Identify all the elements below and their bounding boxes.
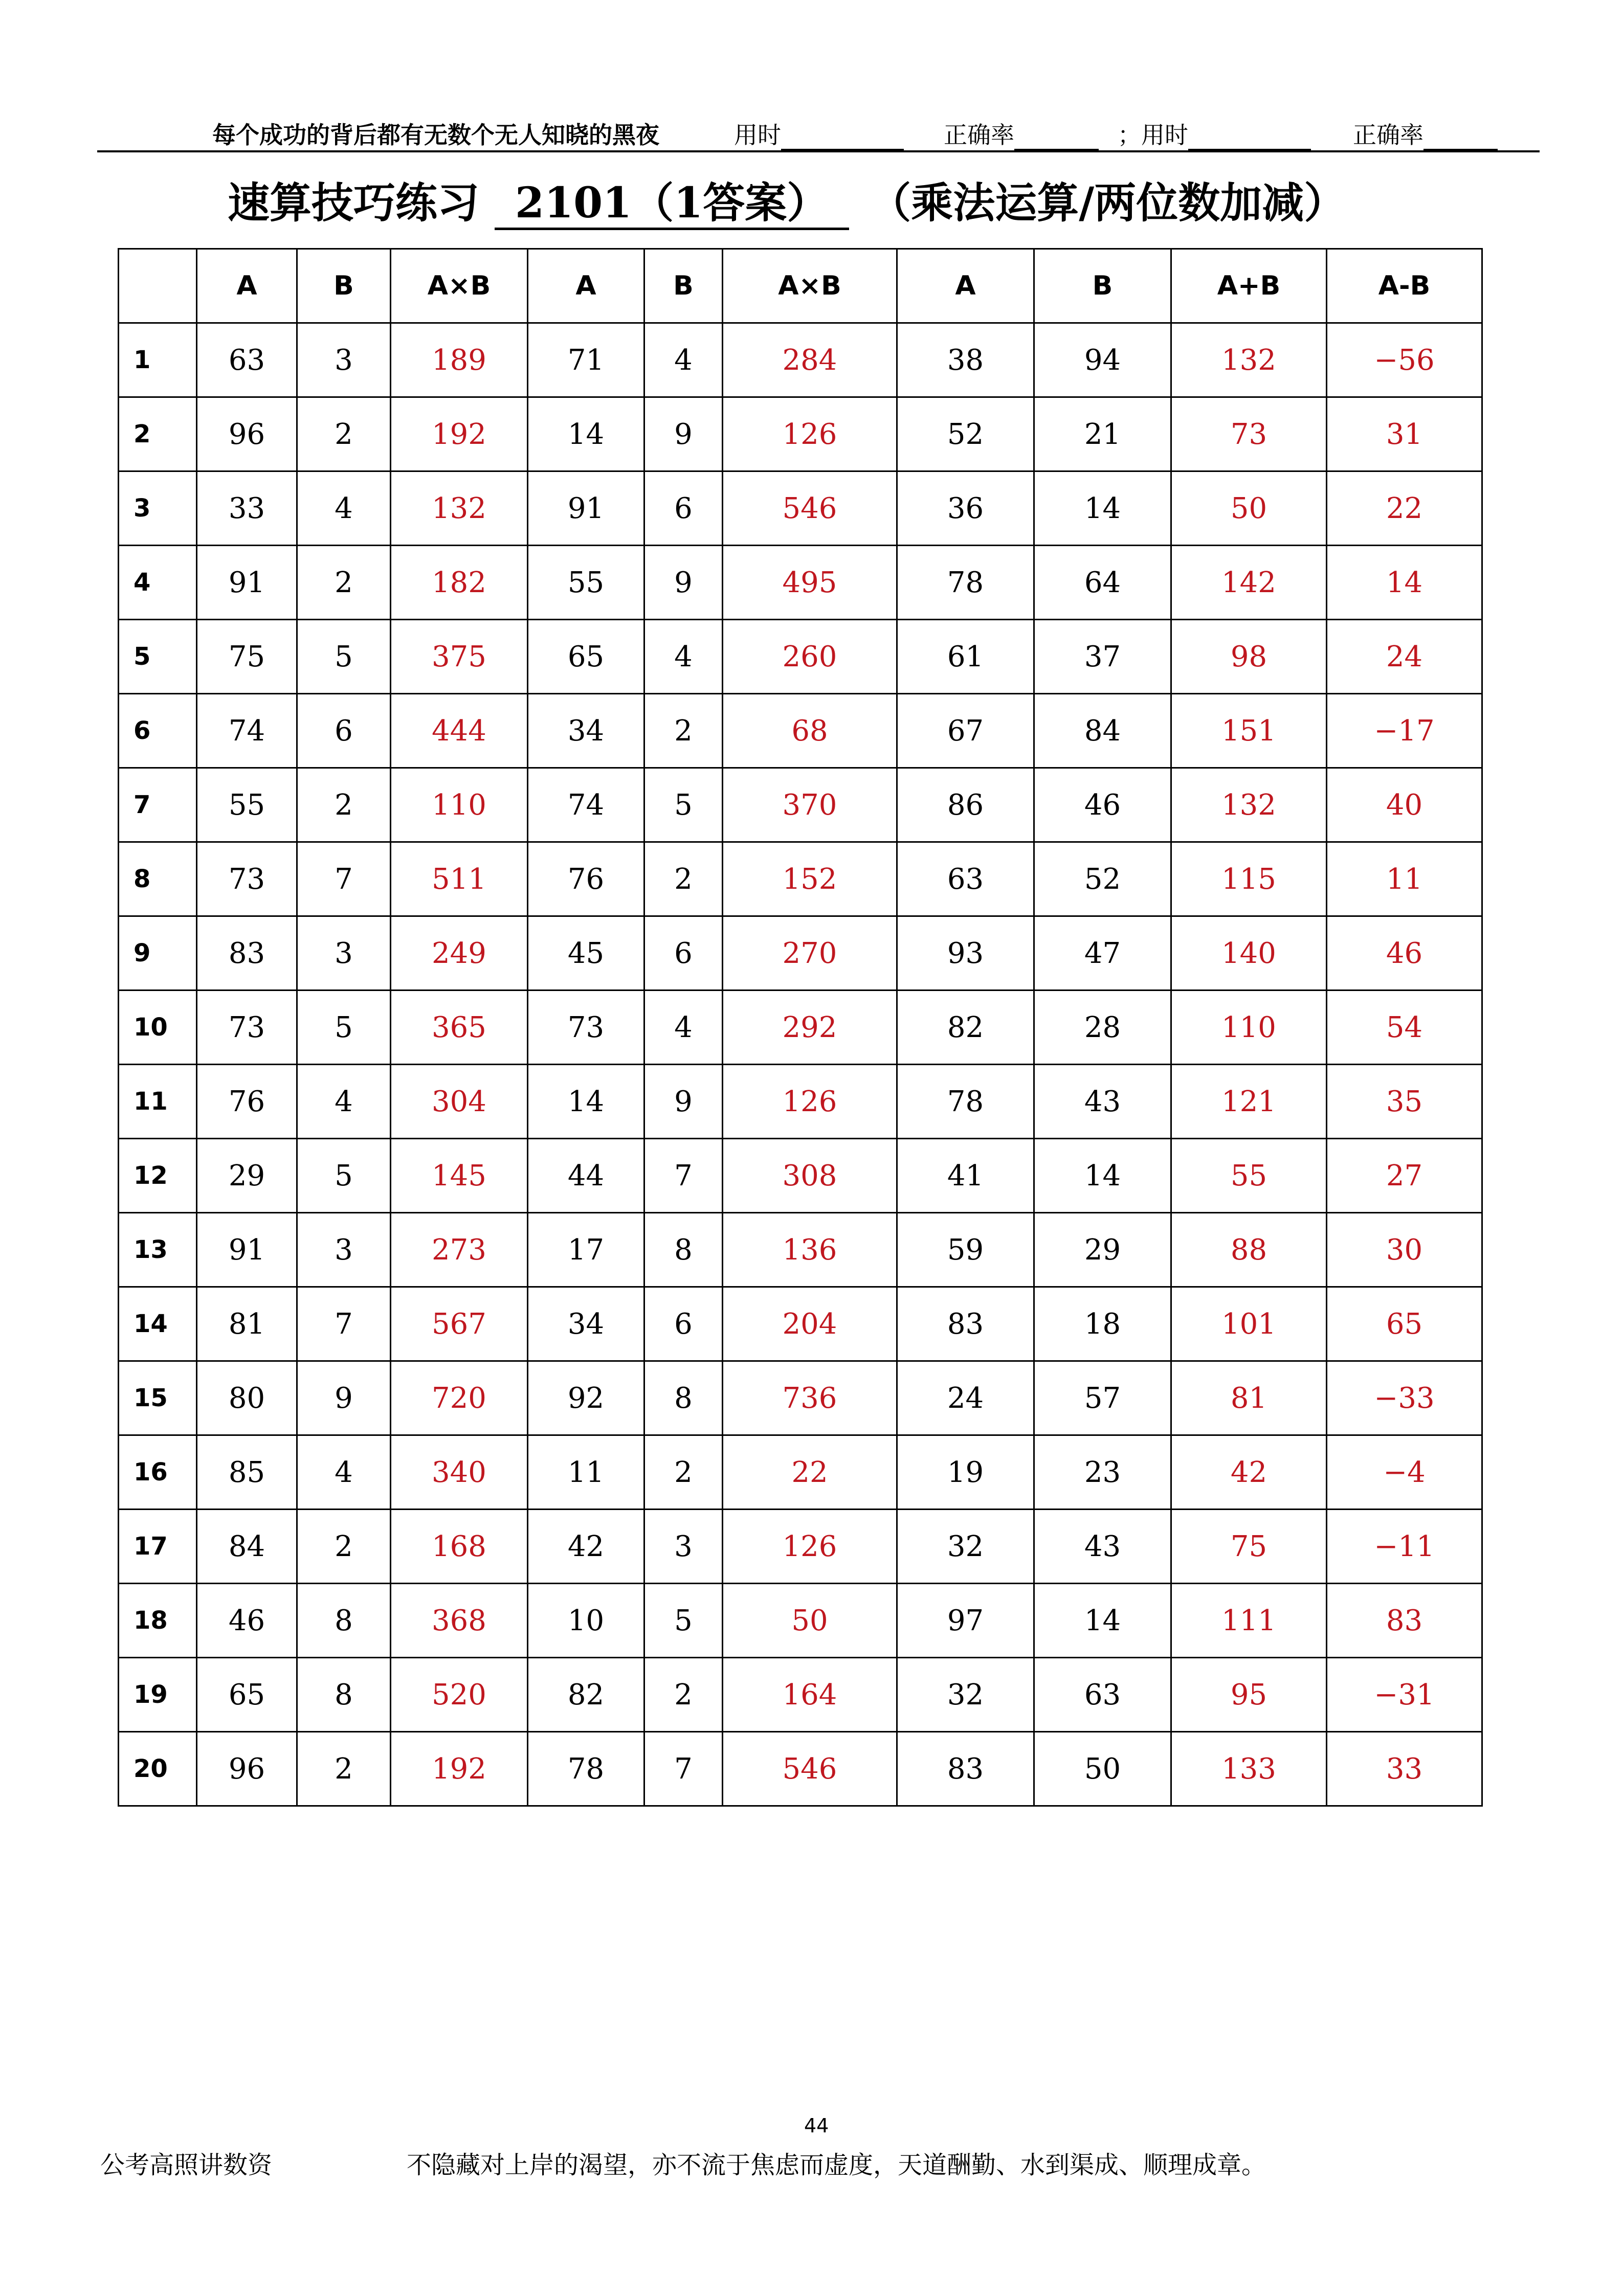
answer-cell: 111 [1171, 1584, 1327, 1658]
page-title [228, 170, 1346, 230]
row-index: 16 [119, 1435, 197, 1510]
header-cell: A×B [723, 249, 897, 323]
answer-cell: −31 [1327, 1658, 1482, 1732]
answer-cell: 65 [1327, 1287, 1482, 1361]
answer-cell: 14 [1327, 546, 1482, 620]
table-row [119, 1584, 1482, 1658]
answer-cell: 121 [1171, 1065, 1327, 1139]
answer-table [118, 248, 1483, 1807]
title-main: 速算技巧练习 [228, 178, 480, 228]
title-sub: （乘法运算/两位数加减） [890, 178, 1346, 228]
operand-cell: 91 [197, 1213, 297, 1287]
answer-cell: 101 [1171, 1287, 1327, 1361]
row-index: 12 [119, 1139, 197, 1213]
answer-cell: 365 [391, 991, 528, 1065]
time-field-1 [734, 117, 904, 150]
operand-cell: 55 [528, 546, 644, 620]
time-field-2 [1118, 117, 1311, 150]
table-row [119, 1435, 1482, 1510]
answer-cell: −11 [1327, 1510, 1482, 1584]
table-row [119, 620, 1482, 694]
operand-cell: 9 [644, 1065, 723, 1139]
operand-cell: 55 [197, 768, 297, 842]
operand-cell: 76 [528, 842, 644, 916]
operand-cell: 34 [528, 694, 644, 768]
answer-cell: 546 [723, 1732, 897, 1806]
operand-cell: 5 [297, 991, 391, 1065]
answer-cell: 50 [1171, 471, 1327, 546]
answer-cell: 145 [391, 1139, 528, 1213]
header-cell: A×B [391, 249, 528, 323]
answer-cell: 136 [723, 1213, 897, 1287]
operand-cell: 18 [1034, 1287, 1171, 1361]
operand-cell: 6 [644, 916, 723, 991]
answer-cell: 110 [391, 768, 528, 842]
operand-cell: 80 [197, 1361, 297, 1435]
operand-cell: 2 [644, 1658, 723, 1732]
operand-cell: 73 [197, 842, 297, 916]
operand-cell: 97 [897, 1584, 1034, 1658]
operand-cell: 29 [1034, 1213, 1171, 1287]
answer-cell: 284 [723, 323, 897, 397]
operand-cell: 6 [644, 1287, 723, 1361]
table-row [119, 471, 1482, 546]
operand-cell: 91 [197, 546, 297, 620]
time-label-1: 用时 [734, 121, 781, 149]
operand-cell: 9 [297, 1361, 391, 1435]
accuracy-label-1: 正确率 [944, 121, 1014, 149]
accuracy-field-1 [944, 117, 1099, 150]
answer-cell: 133 [1171, 1732, 1327, 1806]
answer-cell: 42 [1171, 1435, 1327, 1510]
answer-cell: 68 [723, 694, 897, 768]
answer-cell: 46 [1327, 916, 1482, 991]
operand-cell: 14 [528, 1065, 644, 1139]
answer-cell: 22 [723, 1435, 897, 1510]
row-index: 5 [119, 620, 197, 694]
answer-cell: 444 [391, 694, 528, 768]
row-index: 18 [119, 1584, 197, 1658]
operand-cell: 4 [297, 1065, 391, 1139]
answer-cell: 340 [391, 1435, 528, 1510]
answer-cell: 115 [1171, 842, 1327, 916]
answer-cell: −33 [1327, 1361, 1482, 1435]
answer-cell: 126 [723, 1065, 897, 1139]
answer-cell: 132 [391, 471, 528, 546]
answer-cell: 27 [1327, 1139, 1482, 1213]
operand-cell: 96 [197, 1732, 297, 1806]
answer-cell: 273 [391, 1213, 528, 1287]
table-row [119, 1732, 1482, 1806]
operand-cell: 84 [1034, 694, 1171, 768]
answer-cell: 132 [1171, 323, 1327, 397]
answer-cell: 132 [1171, 768, 1327, 842]
operand-cell: 4 [297, 471, 391, 546]
operand-cell: 29 [197, 1139, 297, 1213]
header-cell: A+B [1171, 249, 1327, 323]
header-cell: A [197, 249, 297, 323]
row-index: 19 [119, 1658, 197, 1732]
answer-cell: 736 [723, 1361, 897, 1435]
operand-cell: 19 [897, 1435, 1034, 1510]
operand-cell: 81 [197, 1287, 297, 1361]
row-index: 6 [119, 694, 197, 768]
answer-cell: 204 [723, 1287, 897, 1361]
table-row [119, 397, 1482, 471]
answer-cell: 304 [391, 1065, 528, 1139]
row-index: 20 [119, 1732, 197, 1806]
operand-cell: 3 [644, 1510, 723, 1584]
operand-cell: 76 [197, 1065, 297, 1139]
operand-cell: 82 [528, 1658, 644, 1732]
operand-cell: 2 [297, 546, 391, 620]
answer-cell: 164 [723, 1658, 897, 1732]
row-index: 13 [119, 1213, 197, 1287]
answer-cell: 35 [1327, 1065, 1482, 1139]
header-cell: B [297, 249, 391, 323]
answer-cell: 55 [1171, 1139, 1327, 1213]
operand-cell: 3 [297, 323, 391, 397]
answer-cell: 720 [391, 1361, 528, 1435]
header-cell: A [528, 249, 644, 323]
operand-cell: 78 [897, 546, 1034, 620]
accuracy-label-2: 正确率 [1353, 121, 1423, 149]
header-row [119, 249, 1482, 323]
answer-cell: 126 [723, 397, 897, 471]
operand-cell: 14 [528, 397, 644, 471]
answer-cell: 189 [391, 323, 528, 397]
answer-cell: 368 [391, 1584, 528, 1658]
operand-cell: 14 [1034, 1584, 1171, 1658]
table-row [119, 768, 1482, 842]
row-index: 14 [119, 1287, 197, 1361]
operand-cell: 52 [897, 397, 1034, 471]
operand-cell: 63 [197, 323, 297, 397]
operand-cell: 63 [1034, 1658, 1171, 1732]
table-row [119, 991, 1482, 1065]
operand-cell: 7 [644, 1139, 723, 1213]
row-index: 7 [119, 768, 197, 842]
page-number: 44 [804, 2114, 829, 2137]
operand-cell: 50 [1034, 1732, 1171, 1806]
answer-cell: 192 [391, 1732, 528, 1806]
operand-cell: 82 [897, 991, 1034, 1065]
operand-cell: 84 [197, 1510, 297, 1584]
footer-left: 公考高照讲数资 [100, 2151, 273, 2179]
operand-cell: 65 [197, 1658, 297, 1732]
operand-cell: 4 [297, 1435, 391, 1510]
answer-cell: 24 [1327, 620, 1482, 694]
separator: ； [1118, 121, 1141, 149]
operand-cell: 57 [1034, 1361, 1171, 1435]
table-row [119, 916, 1482, 991]
row-index: 9 [119, 916, 197, 991]
answer-cell: 54 [1327, 991, 1482, 1065]
answer-cell: 30 [1327, 1213, 1482, 1287]
operand-cell: 7 [297, 842, 391, 916]
operand-cell: 8 [644, 1361, 723, 1435]
operand-cell: 14 [1034, 1139, 1171, 1213]
operand-cell: 9 [644, 546, 723, 620]
operand-cell: 85 [197, 1435, 297, 1510]
operand-cell: 2 [644, 1435, 723, 1510]
table-row [119, 1213, 1482, 1287]
operand-cell: 2 [644, 842, 723, 916]
operand-cell: 74 [528, 768, 644, 842]
answer-cell: 140 [1171, 916, 1327, 991]
operand-cell: 43 [1034, 1065, 1171, 1139]
row-index: 3 [119, 471, 197, 546]
answer-cell: 249 [391, 916, 528, 991]
operand-cell: 91 [528, 471, 644, 546]
operand-cell: 83 [197, 916, 297, 991]
answer-cell: 50 [723, 1584, 897, 1658]
operand-cell: 61 [897, 620, 1034, 694]
answer-cell: 31 [1327, 397, 1482, 471]
operand-cell: 7 [297, 1287, 391, 1361]
row-index: 8 [119, 842, 197, 916]
operand-cell: 2 [297, 1510, 391, 1584]
operand-cell: 4 [644, 323, 723, 397]
operand-cell: 47 [1034, 916, 1171, 991]
accuracy-blank-1[interactable] [1014, 125, 1099, 150]
operand-cell: 36 [897, 471, 1034, 546]
answer-cell: 182 [391, 546, 528, 620]
operand-cell: 8 [297, 1584, 391, 1658]
operand-cell: 33 [197, 471, 297, 546]
operand-cell: 63 [897, 842, 1034, 916]
operand-cell: 38 [897, 323, 1034, 397]
operand-cell: 86 [897, 768, 1034, 842]
operand-cell: 59 [897, 1213, 1034, 1287]
table-row [119, 842, 1482, 916]
time-blank-1[interactable] [781, 125, 904, 150]
answer-cell: −56 [1327, 323, 1482, 397]
answer-cell: 260 [723, 620, 897, 694]
answer-cell: 370 [723, 768, 897, 842]
operand-cell: 83 [897, 1732, 1034, 1806]
operand-cell: 2 [297, 397, 391, 471]
operand-cell: 73 [197, 991, 297, 1065]
operand-cell: 78 [528, 1732, 644, 1806]
operand-cell: 5 [297, 1139, 391, 1213]
answer-cell: 151 [1171, 694, 1327, 768]
operand-cell: 4 [644, 620, 723, 694]
row-index: 10 [119, 991, 197, 1065]
answer-cell: 270 [723, 916, 897, 991]
operand-cell: 28 [1034, 991, 1171, 1065]
operand-cell: 45 [528, 916, 644, 991]
operand-cell: 41 [897, 1139, 1034, 1213]
title-code: 2101（1答案） [495, 178, 849, 230]
header-cell [119, 249, 197, 323]
answer-cell: 142 [1171, 546, 1327, 620]
operand-cell: 75 [197, 620, 297, 694]
operand-cell: 78 [897, 1065, 1034, 1139]
answer-cell: 375 [391, 620, 528, 694]
operand-cell: 8 [644, 1213, 723, 1287]
row-index: 11 [119, 1065, 197, 1139]
operand-cell: 8 [297, 1658, 391, 1732]
operand-cell: 5 [644, 1584, 723, 1658]
table-row [119, 323, 1482, 397]
operand-cell: 37 [1034, 620, 1171, 694]
operand-cell: 52 [1034, 842, 1171, 916]
row-index: 1 [119, 323, 197, 397]
operand-cell: 3 [297, 916, 391, 991]
operand-cell: 9 [644, 397, 723, 471]
answer-cell: 11 [1327, 842, 1482, 916]
answer-cell: 511 [391, 842, 528, 916]
operand-cell: 5 [297, 620, 391, 694]
row-index: 4 [119, 546, 197, 620]
table-row [119, 1658, 1482, 1732]
answer-cell: 81 [1171, 1361, 1327, 1435]
table-row [119, 546, 1482, 620]
operand-cell: 3 [297, 1213, 391, 1287]
table-row [119, 1065, 1482, 1139]
table-row [119, 1139, 1482, 1213]
row-index: 17 [119, 1510, 197, 1584]
header-rule [97, 150, 1540, 152]
answer-cell: 40 [1327, 768, 1482, 842]
operand-cell: 6 [297, 694, 391, 768]
accuracy-blank-2[interactable] [1423, 125, 1498, 150]
operand-cell: 67 [897, 694, 1034, 768]
operand-cell: 83 [897, 1287, 1034, 1361]
operand-cell: 93 [897, 916, 1034, 991]
operand-cell: 32 [897, 1510, 1034, 1584]
answer-cell: 308 [723, 1139, 897, 1213]
operand-cell: 43 [1034, 1510, 1171, 1584]
time-blank-2[interactable] [1188, 125, 1311, 150]
footer-right: 不隐藏对上岸的渴望，亦不流于焦虑而虚度，天道酬勤、水到渠成、顺理成章。 [407, 2151, 1266, 2179]
operand-cell: 96 [197, 397, 297, 471]
operand-cell: 92 [528, 1361, 644, 1435]
answer-cell: 495 [723, 546, 897, 620]
answer-cell: 83 [1327, 1584, 1482, 1658]
operand-cell: 23 [1034, 1435, 1171, 1510]
row-index: 2 [119, 397, 197, 471]
operand-cell: 73 [528, 991, 644, 1065]
header-motto: 每个成功的背后都有无数个无人知晓的黑夜 [212, 121, 659, 149]
operand-cell: 74 [197, 694, 297, 768]
operand-cell: 44 [528, 1139, 644, 1213]
operand-cell: 2 [297, 1732, 391, 1806]
operand-cell: 7 [644, 1732, 723, 1806]
operand-cell: 34 [528, 1287, 644, 1361]
operand-cell: 64 [1034, 546, 1171, 620]
operand-cell: 94 [1034, 323, 1171, 397]
table-row [119, 1361, 1482, 1435]
table-row [119, 1287, 1482, 1361]
operand-cell: 17 [528, 1213, 644, 1287]
answer-cell: 168 [391, 1510, 528, 1584]
answer-cell: 88 [1171, 1213, 1327, 1287]
header-cell: A [897, 249, 1034, 323]
operand-cell: 65 [528, 620, 644, 694]
answer-cell: 73 [1171, 397, 1327, 471]
operand-cell: 42 [528, 1510, 644, 1584]
answer-cell: 546 [723, 471, 897, 546]
operand-cell: 46 [197, 1584, 297, 1658]
operand-cell: 6 [644, 471, 723, 546]
operand-cell: 46 [1034, 768, 1171, 842]
header-cell: B [1034, 249, 1171, 323]
accuracy-field-2 [1353, 117, 1498, 150]
answer-cell: 126 [723, 1510, 897, 1584]
answer-cell: −17 [1327, 694, 1482, 768]
operand-cell: 32 [897, 1658, 1034, 1732]
operand-cell: 2 [644, 694, 723, 768]
answer-cell: 192 [391, 397, 528, 471]
answer-cell: 520 [391, 1658, 528, 1732]
header-cell: B [644, 249, 723, 323]
header-cell: A-B [1327, 249, 1482, 323]
answer-cell: −4 [1327, 1435, 1482, 1510]
operand-cell: 21 [1034, 397, 1171, 471]
operand-cell: 24 [897, 1361, 1034, 1435]
answer-cell: 22 [1327, 471, 1482, 546]
answer-cell: 567 [391, 1287, 528, 1361]
operand-cell: 4 [644, 991, 723, 1065]
answer-cell: 75 [1171, 1510, 1327, 1584]
operand-cell: 10 [528, 1584, 644, 1658]
operand-cell: 71 [528, 323, 644, 397]
answer-cell: 110 [1171, 991, 1327, 1065]
answer-cell: 95 [1171, 1658, 1327, 1732]
operand-cell: 14 [1034, 471, 1171, 546]
operand-cell: 11 [528, 1435, 644, 1510]
table-row [119, 1510, 1482, 1584]
table-row [119, 694, 1482, 768]
time-label-2: 用时 [1141, 121, 1188, 149]
answer-cell: 152 [723, 842, 897, 916]
operand-cell: 5 [644, 768, 723, 842]
operand-cell: 2 [297, 768, 391, 842]
answer-cell: 33 [1327, 1732, 1482, 1806]
answer-cell: 98 [1171, 620, 1327, 694]
row-index: 15 [119, 1361, 197, 1435]
answer-cell: 292 [723, 991, 897, 1065]
